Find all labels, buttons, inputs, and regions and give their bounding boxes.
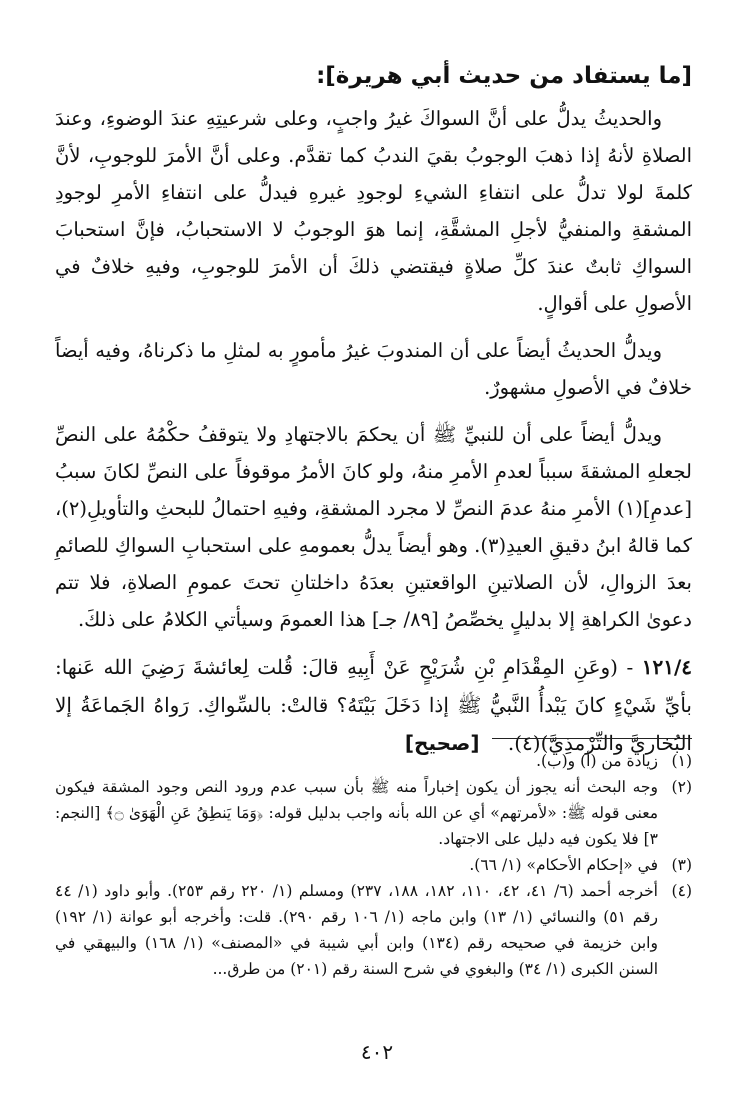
hadith-number: ١٢١/٤ — [641, 655, 692, 679]
section-heading: [ما يستفاد من حديث أبي هريرة]: — [316, 63, 692, 89]
paragraph-3: ويدلُّ أيضاً على أن للنبيِّ ﷺ أن يحكمَ بالاجتهادِ ولا يتوقفُ حكْمُهُ على النصِّ لجعلهِ المشقةَ سبباً لعدمِ الأمرِ منهُ، ولو كانَ الأمرُ موقوفاً على النصِّ لكانَ سببُ [عدمِ](١) الأمرِ منهُ عدمَ النصِّ لا مجرد المشقةِ، وفيهِ احتمالُ للبحثِ والتأويلِ(٢)، كما قالهُ ابنُ دقيقِ العيدِ(٣). وهو أيضاً يدلُّ بعمومهِ على استحبابِ السواكِ للصائمِ بعدَ الزوالِ، لأن الصلاتينِ الواقعتينِ بعدَهُ داخلتانِ تحتَ عمومِ الصلاةِ، فلا تتم دعوىٰ الكراهةِ إلا بدليلٍ يخصِّصُ [٨٩/ جـ] هذا العمومَ وسيأتي الكلامُ على ذلكَ. — [55, 423, 692, 631]
footnote-divider — [492, 738, 692, 739]
footnote-1 — [55, 748, 692, 774]
footnote-number: (٢) — [671, 778, 692, 796]
paragraph-1: والحديثُ يدلُّ على أنَّ السواكَ غيرُ واجبٍ، وعلى شرعيتِهِ عندَ الوضوءِ، وعندَ الصلاةِ لأنهُ إذا ذهبَ الوجوبُ بقيَ الندبُ كما تقدَّم. وعلى أنَّ الأمرَ للوجوبِ، لأنَّ كلمةَ لولا تدلُّ على انتفاءِ الشيءِ لوجودِ غيرهِ فيدلُّ على انتفاءِ الأمرِ لوجودِ المشقةِ والمنفيُّ لأجلِ المشقَّةِ، إنما هوَ الوجوبُ لا الاستحبابُ، فإنَّ استحبابَ السواكِ ثابتٌ عندَ كلِّ صلاةٍ فيقتضي ذلكَ أن الأمرَ للوجوبِ، وفيهِ خلافٌ في الأصولِ على أقوالٍ. — [55, 107, 692, 315]
hadith-entry — [55, 648, 692, 762]
footnote-text: في «إحكام الأحكام» (١/ ٦٦). — [469, 856, 658, 874]
footnote-text: وجه البحث أنه يجوز أن يكون إخباراً منه ﷺ بأن سبب عدم ورود النص وجود المشقة فيكون معنى قوله ﷺ: «لأمرتهم» أي عن الله بأنه واجب بدليل قوله: ﴿وَمَا يَنطِقُ عَنِ الْهَوَىٰ ۝﴾ [النجم: ٣] فلا يكون فيه دليل على الاجتهاد. — [55, 778, 658, 848]
footnote-text: أخرجه أحمد (٦/ ٤١، ٤٢، ١١٠، ١٨٢، ١٨٨، ٢٣٧) ومسلم (١/ ٢٢٠ رقم ٢٥٣). وأبو داود (١/ ٤٤ رقم ٥١) والنسائي (١/ ١٣) وابن ماجه (١/ ١٠٦ رقم ٢٩٠). قلت: وأخرجه أبو عوانة (١/ ١٩٢) وابن خزيمة في صحيحه رقم (١٣٤) وابن أبي شيبة في «المصنف» (١/ ١٦٨) والبيهقي في السنن الكبرى (١/ ٣٤) والبغوي في شرح السنة رقم (٢٠١) من طرق... — [55, 882, 658, 978]
footnote-3 — [55, 852, 692, 878]
footnotes — [55, 748, 692, 982]
footnote-text: زيادة من (أ) و(ب). — [536, 752, 658, 770]
footnote-4 — [55, 878, 692, 982]
footnote-2 — [55, 774, 692, 852]
paragraph-2: ويدلُّ الحديثُ أيضاً على أن المندوبَ غيرُ مأمورٍ به لمثلِ ما ذكرناهُ، وفيه أيضاً خلافٌ في الأصولِ مشهورٌ. — [55, 339, 692, 399]
footnote-number: (٣) — [671, 856, 692, 874]
page-body — [55, 58, 692, 762]
footnote-number: (١) — [671, 752, 692, 770]
page-number: ٤٠٢ — [360, 1040, 394, 1064]
hadith-text: - (وعَنِ المِقْدَامِ بْنِ شُرَيْحٍ عَنْ أَبِيهِ قالَ: قُلت لِعائشةَ رَضِيَ الله عَنها: بأيِّ شَيْءٍ كانَ يَبْدأُ النَّبيُّ ﷺ إذا دَخَلَ بَيْتَهُ؟ قالتْ: بالسِّواكِ. رَواهُ الجَماعَةُ إلا البُخاريَّ والتِّرْمذِيَّ)(٤). — [55, 655, 692, 755]
footnote-number: (٤) — [671, 882, 692, 900]
hadith-grade: [صحيح] — [404, 731, 480, 755]
